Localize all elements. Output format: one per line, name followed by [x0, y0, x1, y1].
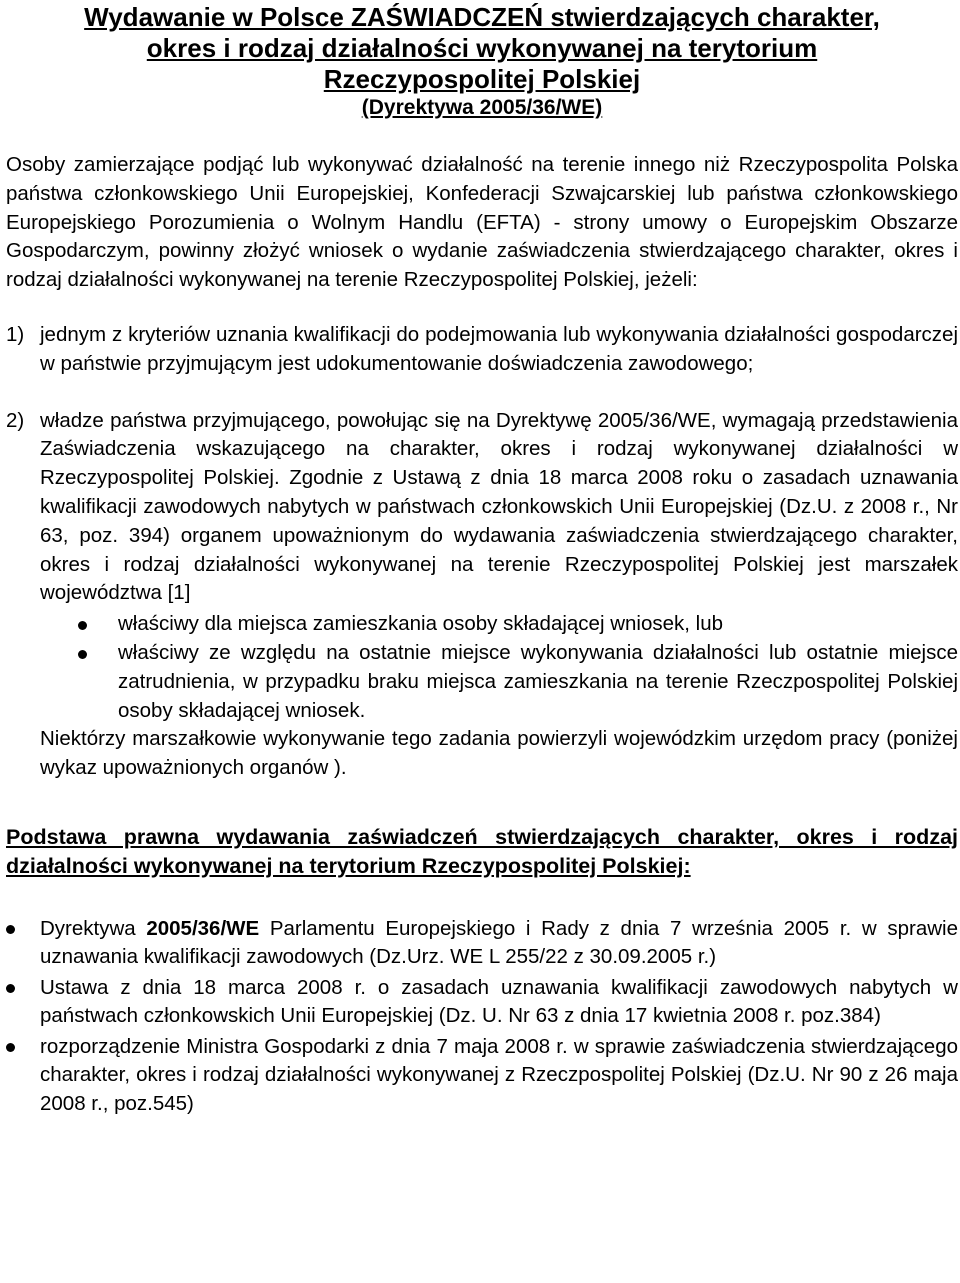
document-page	[6, 2, 958, 1120]
condition-number: 1)	[6, 322, 25, 346]
after-bullets-paragraph: Niektórzy marszałkowie wykonywanie tego zadania powierzyli wojewódzkim urzędom pracy (poniżej wykaz upoważnionych organów ).	[40, 727, 958, 780]
marshal-bullet-item	[6, 610, 958, 639]
condition-text: jednym z kryteriów uznania kwalifikacji do podejmowania lub wykonywania działalności gospodarczej w państwie przyjmującym jest udokumentowanie doświadczenia zawodowego;	[40, 322, 958, 375]
legal-basis-item	[6, 974, 958, 1031]
bullet-icon	[6, 925, 15, 934]
legal-item-text	[40, 917, 958, 969]
condition-item-2	[6, 407, 958, 609]
bullet-icon	[6, 984, 15, 993]
title-line-2: okres i rodzaj działalności wykonywanej na terytorium	[146, 33, 818, 63]
bullet-icon	[78, 621, 87, 630]
legal-basis-heading: Podstawa prawna wydawania zaświadczeń stwierdzających charakter, okres i rodzaj działalności wykonywanej na terytorium Rzeczypospolitej Polskiej:	[6, 824, 958, 878]
document-title	[6, 2, 958, 121]
legal-item-post: Parlamentu Europejskiego i Rady z dnia 7 września 2005 r. w sprawie uznawania kwalifikacji zawodowych (Dz.Urz. WE L 255/22 z 30.09.2005 r.)	[40, 916, 958, 969]
bullet-icon	[78, 650, 87, 659]
condition-item-1	[6, 321, 958, 379]
bullet-icon	[6, 1043, 15, 1052]
intro-paragraph: Osoby zamierzające podjąć lub wykonywać działalność na terenie innego niż Rzeczypospolita Polska państwa członkowskiego Unii Europejskiej, Konfederacji Szwajcarskiej lub państwa członkowskiego Europejskiego Porozumienia o Wolnym Handlu (EFTA) - strony umowy o Europejskim Obszarze Gospodarczym, powinny złożyć wniosek o wydanie zaświadczenia stwierdzającego charakter, okres i rodzaj działalności wykonywanej na terenie Rzeczypospolitej Polskiej, jeżeli:	[6, 153, 958, 292]
title-subtitle: (Dyrektywa 2005/36/WE)	[361, 96, 603, 119]
marshal-bullet-item	[6, 639, 958, 725]
title-line-1: Wydawanie w Polsce ZAŚWIADCZEŃ stwierdzających charakter,	[84, 2, 880, 32]
marshal-bullet-list	[6, 610, 958, 725]
condition-text: władze państwa przyjmującego, powołując się na Dyrektywę 2005/36/WE, wymagają przedstawienia Zaświadczenia wskazującego na charakter, okres i rodzaj wykonywanej działalności w Rzeczypospolitej Polskiej. Zgodnie z Ustawą z dnia 18 marca 2008 roku o zasadach uznawania kwalifikacji zawodowych nabytych w państwach członkowskich Unii Europejskiej (Dz.U. z 2008 r., Nr 63, poz. 394) organem upoważnionym do wydawania zaświadczenia stwierdzającego charakter, okres i rodzaj działalności wykonywanej na terenie Rzeczypospolitej Polskiej jest marszałek województwa [1]	[40, 408, 958, 605]
legal-item-text: rozporządzenie Ministra Gospodarki z dnia 7 maja 2008 r. w sprawie zaświadczenia stwierdzającego charakter, okres i rodzaj działalności wykonywanej z Rzeczpospolitej Polskiej (Dz.U. Nr 90 z 26 maja 2008 r., poz.545)	[40, 1034, 958, 1115]
legal-item-bold: 2005/36/WE	[146, 916, 260, 940]
bullet-text: właściwy ze względu na ostatnie miejsce wykonywania działalności lub ostatnie miejsce zatrudnienia, w przypadku braku miejsca zamieszkania na terenie Rzeczpospolitej Polskiej osoby składającej wniosek.	[118, 640, 958, 722]
legal-item-pre: Dyrektywa	[40, 916, 147, 940]
legal-basis-item	[6, 1033, 958, 1119]
legal-item-text: Ustawa z dnia 18 marca 2008 r. o zasadach uznawania kwalifikacji zawodowych nabytych w państwach członkowskich Unii Europejskiej (Dz. U. Nr 63 z dnia 17 kwietnia 2008 r. poz.384)	[40, 975, 958, 1028]
legal-basis-item	[6, 915, 958, 972]
condition-number: 2)	[6, 408, 25, 432]
legal-basis-list	[6, 915, 958, 1119]
bullet-text: właściwy dla miejsca zamieszkania osoby składającej wniosek, lub	[118, 612, 724, 636]
title-line-3: Rzeczypospolitej Polskiej	[323, 64, 641, 94]
